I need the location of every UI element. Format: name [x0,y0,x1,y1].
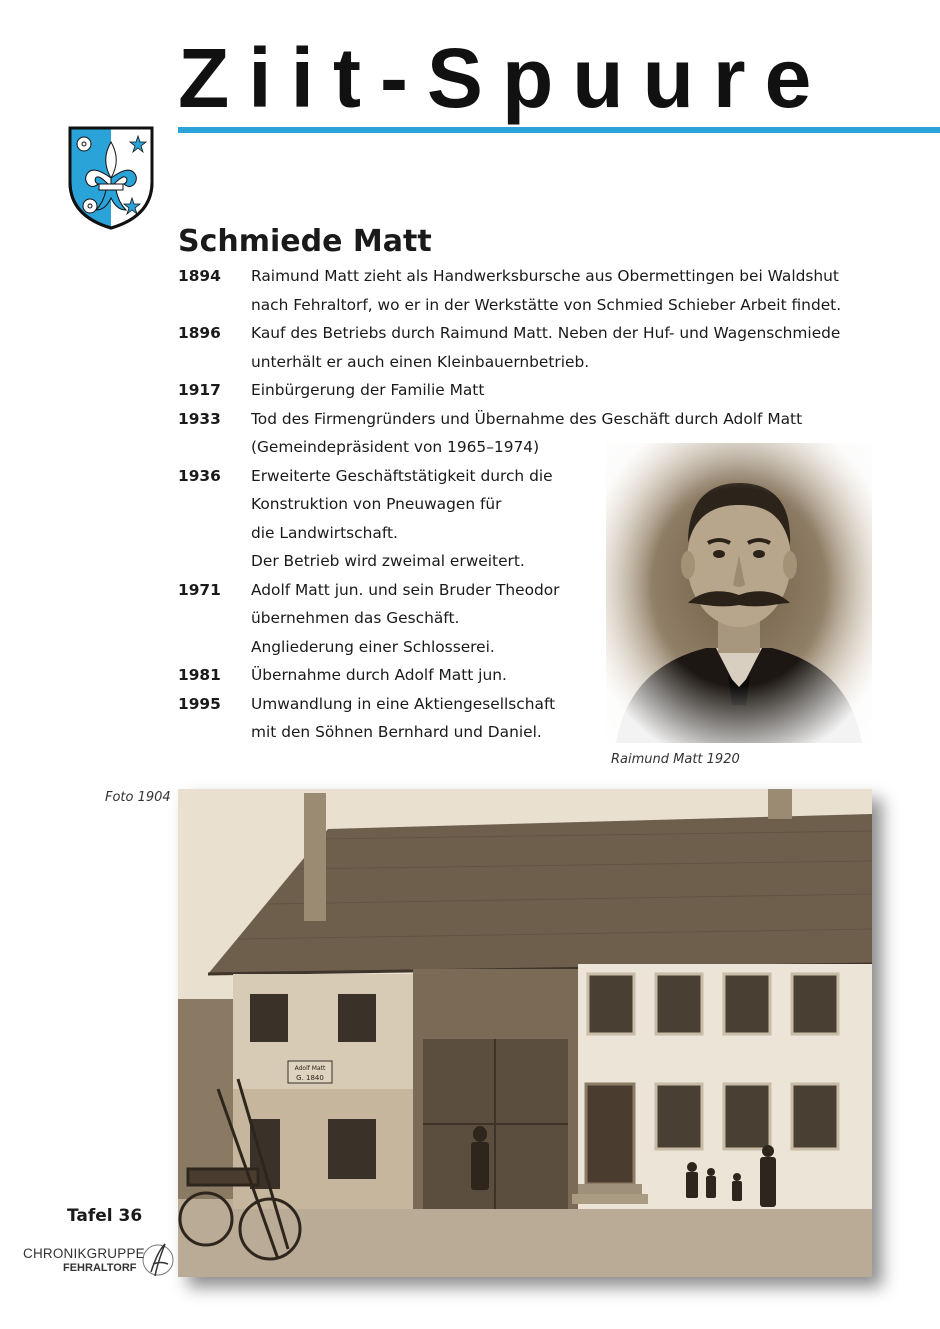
timeline-year: 1971 [178,580,221,599]
portrait-illustration [606,443,872,743]
title-underline [178,127,940,133]
timeline-year: 1917 [178,381,221,399]
timeline-entry [178,376,841,405]
timeline-entry [178,262,841,319]
timeline-text: Tod des Firmengründers und Übernahme des Geschäft durch Adolf Matt [251,409,803,428]
timeline-text: (Gemeindepräsident von 1965–1974) [251,438,540,456]
portrait-caption: Raimund Matt 1920 [611,752,740,767]
timeline-text: die Landwirtschaft. [251,523,398,542]
chronikgruppe-logo [23,1240,173,1280]
portrait-photo [606,443,872,743]
timeline-year: 1896 [178,324,221,342]
timeline-year: 1981 [178,666,221,684]
smithy-sign-line2: G. 1840 [296,1074,324,1082]
timeline-text: Kauf des Betriebs durch Raimund Matt. Neben der Huf- und Wagenschmiede [251,324,841,342]
timeline-text: Angliederung einer Schlosserei. [251,637,495,656]
timeline-text: Übernahme durch Adolf Matt jun. [251,666,507,684]
timeline-year: 1894 [178,267,221,285]
timeline-text: unterhält er auch einen Kleinbauernbetrieb. [251,352,590,371]
timeline-text: Einbürgerung der Familie Matt [251,381,485,399]
timeline-year: 1933 [178,409,221,428]
timeline-year: 1936 [178,466,221,485]
smithy-illustration [178,789,872,1277]
timeline-entry [178,319,841,376]
timeline-text: mit den Söhnen Bernhard und Daniel. [251,723,542,741]
timeline-text: übernehmen das Geschäft. [251,609,460,627]
timeline-text: Umwandlung in eine Aktiengesellschaft [251,694,556,713]
timeline-text: Konstruktion von Pneuwagen für [251,495,502,513]
logo-line2: FEHRALTORF [63,1262,137,1274]
timeline-text: Erweiterte Geschäftstätigkeit durch die [251,466,553,485]
timeline-year: 1995 [178,694,221,713]
timeline-text: Adolf Matt jun. und sein Bruder Theodor [251,580,560,599]
tafel-number: Tafel 36 [67,1206,143,1226]
page-title: Ziit-Spuure [178,31,831,125]
timeline-text: Der Betrieb wird zweimal erweitert. [251,552,525,570]
timeline-text: Raimund Matt zieht als Handwerksbursche aus Obermettingen bei Waldshut [251,267,839,285]
fleur-de-lis-coat-of-arms-icon [66,124,156,232]
signature-mark-icon [141,1240,175,1280]
smithy-photo [178,789,872,1277]
smithy-sign-line1: Adolf Matt [294,1065,326,1072]
article-heading: Schmiede Matt [178,224,432,259]
timeline-text: nach Fehraltorf, wo er in der Werkstätte von Schmied Schieber Arbeit findet. [251,295,842,314]
logo-line1: CHRONIKGRUPPE [23,1246,145,1261]
photo-caption: Foto 1904 [105,790,171,805]
